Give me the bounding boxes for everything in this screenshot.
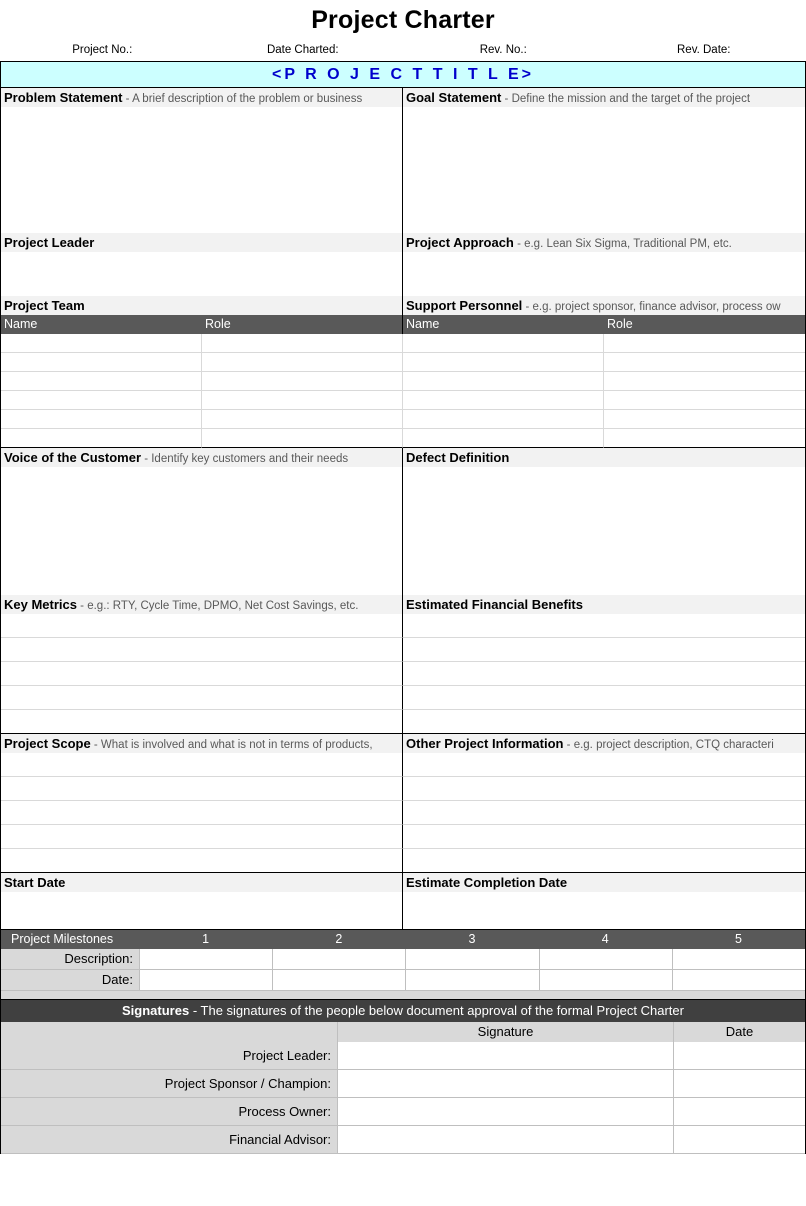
signature-role-label: Project Leader: [1, 1042, 337, 1070]
signature-role-label: Financial Advisor: [1, 1126, 337, 1154]
signatures-title: Signatures [122, 1003, 190, 1018]
table-row [1, 614, 805, 638]
milestone-description-cell-4[interactable] [539, 949, 672, 970]
financial-benefits-cell[interactable] [403, 662, 805, 686]
project-approach-header [403, 233, 805, 252]
key-metrics-cell[interactable] [1, 662, 403, 686]
signatures-date-col: Date [673, 1022, 805, 1042]
leader-header-row [1, 233, 805, 252]
voc-input-row [1, 467, 805, 595]
team-support-grid [1, 334, 805, 448]
table-row [1, 353, 805, 372]
support-role-cell[interactable] [604, 372, 805, 391]
support-name-cell[interactable] [403, 372, 604, 391]
signature-row [1, 1070, 805, 1098]
support-role-cell[interactable] [604, 429, 805, 448]
defect-definition-input[interactable] [403, 467, 805, 595]
voc-header-row [1, 448, 805, 467]
metrics-grid [1, 614, 805, 734]
estimated-financial-benefits-label: Estimated Financial Benefits [406, 597, 583, 612]
support-role-cell[interactable] [604, 334, 805, 353]
signature-input[interactable] [337, 1126, 673, 1154]
milestone-description-cell-5[interactable] [672, 949, 805, 970]
table-row [1, 849, 805, 873]
support-col-role: Role [604, 315, 805, 334]
signature-date-input[interactable] [673, 1070, 805, 1098]
problem-statement-header [1, 88, 403, 107]
signature-row [1, 1098, 805, 1126]
signatures-signature-col: Signature [337, 1022, 673, 1042]
key-metrics-hint: - e.g.: RTY, Cycle Time, DPMO, Net Cost Savings, etc. [76, 600, 359, 612]
milestones-header [1, 930, 805, 949]
other-info-cell[interactable] [403, 825, 805, 849]
support-name-cell[interactable] [403, 429, 604, 448]
signature-input[interactable] [337, 1042, 673, 1070]
team-role-cell[interactable] [202, 372, 403, 391]
date-charted-label: Date Charted: [266, 44, 339, 56]
support-personnel-header [403, 296, 805, 315]
project-scope-cell[interactable] [1, 825, 403, 849]
goal-statement-header [403, 88, 805, 107]
financial-benefits-cell[interactable] [403, 710, 805, 734]
rev-no-label: Rev. No.: [479, 44, 527, 56]
rev-date-label: Rev. Date: [677, 44, 731, 56]
table-row [1, 410, 805, 429]
start-date-header [1, 873, 403, 892]
table-row [1, 710, 805, 734]
support-role-cell[interactable] [604, 391, 805, 410]
signatures-column-header [1, 1022, 805, 1042]
milestone-date-cell-4[interactable] [539, 970, 672, 991]
table-row [1, 391, 805, 410]
support-role-cell[interactable] [604, 353, 805, 372]
signature-date-input[interactable] [673, 1126, 805, 1154]
estimate-completion-date-input[interactable] [403, 892, 805, 929]
team-role-cell[interactable] [202, 410, 403, 429]
financial-benefits-cell[interactable] [403, 638, 805, 662]
charter-sheet [0, 61, 806, 1154]
start-date-label: Start Date [4, 875, 66, 890]
defect-definition-label: Defect Definition [406, 450, 510, 465]
table-row [1, 801, 805, 825]
other-project-information-label: Other Project Information [406, 736, 564, 751]
table-row [1, 662, 805, 686]
other-info-cell[interactable] [403, 777, 805, 801]
goal-statement-label: Goal Statement [406, 90, 502, 105]
milestone-number-2: 2 [335, 932, 343, 946]
key-metrics-cell[interactable] [1, 638, 403, 662]
team-column-header-row [1, 315, 805, 334]
key-metrics-cell[interactable] [1, 710, 403, 734]
goal-statement-input[interactable] [403, 107, 805, 233]
table-row [1, 372, 805, 391]
signature-row [1, 1042, 805, 1070]
dates-input-row [1, 892, 805, 930]
support-name-cell[interactable] [403, 353, 604, 372]
other-info-cell[interactable] [403, 801, 805, 825]
page-title: Project Charter [311, 6, 495, 34]
scope-grid [1, 753, 805, 873]
voice-of-customer-input[interactable] [1, 467, 403, 595]
signature-input[interactable] [337, 1098, 673, 1126]
table-row [1, 777, 805, 801]
milestone-description-cell-2[interactable] [272, 949, 405, 970]
milestone-date-cell-1[interactable] [139, 970, 272, 991]
project-approach-label: Project Approach [406, 235, 514, 250]
meta-row [0, 39, 806, 61]
project-no-label: Project No.: [72, 44, 133, 56]
milestone-number-3: 3 [468, 932, 476, 946]
voice-of-customer-label: Voice of the Customer [4, 450, 142, 465]
project-approach-input[interactable] [403, 252, 805, 296]
team-name-cell[interactable] [1, 334, 202, 353]
support-personnel-label: Support Personnel [406, 298, 523, 313]
dates-header-row [1, 873, 805, 892]
key-metrics-label: Key Metrics [4, 597, 77, 612]
estimate-completion-date-label: Estimate Completion Date [406, 875, 568, 890]
project-scope-cell[interactable] [1, 801, 403, 825]
team-col-role: Role [202, 315, 403, 334]
project-leader-label: Project Leader [4, 235, 95, 250]
milestone-number-1: 1 [202, 932, 210, 946]
key-metrics-cell[interactable] [1, 686, 403, 710]
table-row [1, 334, 805, 353]
signature-role-label: Project Sponsor / Champion: [1, 1070, 337, 1098]
milestone-number-5: 5 [734, 932, 742, 946]
project-approach-hint: - e.g. Lean Six Sigma, Traditional PM, etc. [513, 238, 732, 250]
milestone-date-cell-3[interactable] [405, 970, 538, 991]
support-name-cell[interactable] [403, 391, 604, 410]
statement-input-row [1, 107, 805, 233]
milestone-description-row [1, 949, 805, 970]
other-project-information-header [403, 734, 805, 753]
milestone-date-row [1, 970, 805, 991]
milestone-description-cell-3[interactable] [405, 949, 538, 970]
signature-row [1, 1126, 805, 1154]
leader-input-row [1, 252, 805, 296]
estimate-completion-date-header [403, 873, 805, 892]
problem-statement-label: Problem Statement [4, 90, 123, 105]
team-name-cell[interactable] [1, 353, 202, 372]
support-name-cell[interactable] [403, 334, 604, 353]
other-info-cell[interactable] [403, 753, 805, 777]
team-name-cell[interactable] [1, 410, 202, 429]
project-scope-cell[interactable] [1, 849, 403, 873]
defect-definition-header [403, 448, 805, 467]
key-metrics-header [1, 595, 403, 614]
project-team-header [1, 296, 403, 315]
signatures-hint: - The signatures of the people below document approval of the formal Project Charter [189, 1003, 684, 1018]
key-metrics-cell[interactable] [1, 614, 403, 638]
team-name-cell[interactable] [1, 372, 202, 391]
voice-of-customer-header [1, 448, 403, 467]
table-row [1, 638, 805, 662]
start-date-input[interactable] [1, 892, 403, 929]
project-scope-cell[interactable] [1, 753, 403, 777]
project-scope-cell[interactable] [1, 777, 403, 801]
support-name-cell[interactable] [403, 410, 604, 429]
team-role-cell[interactable] [202, 353, 403, 372]
signatures-name-col [1, 1022, 337, 1042]
problem-statement-input[interactable] [1, 107, 403, 233]
goal-statement-hint: - Define the mission and the target of the project [501, 93, 751, 105]
support-role-cell[interactable] [604, 410, 805, 429]
other-project-information-hint: - e.g. project description, CTQ characteri [563, 739, 774, 751]
project-scope-header [1, 734, 403, 753]
team-header-row [1, 296, 805, 315]
financial-benefits-cell[interactable] [403, 614, 805, 638]
team-name-cell[interactable] [1, 429, 202, 448]
signature-date-input[interactable] [673, 1042, 805, 1070]
project-leader-input[interactable] [1, 252, 403, 296]
signature-input[interactable] [337, 1070, 673, 1098]
team-col-name: Name [1, 315, 202, 334]
estimated-financial-benefits-header [403, 595, 805, 614]
milestone-date-cell-2[interactable] [272, 970, 405, 991]
support-col-name: Name [403, 315, 604, 334]
project-leader-header [1, 233, 403, 252]
team-role-cell[interactable] [202, 429, 403, 448]
other-info-cell[interactable] [403, 849, 805, 873]
team-role-cell[interactable] [202, 334, 403, 353]
financial-benefits-cell[interactable] [403, 686, 805, 710]
milestone-date-label: Date: [1, 970, 139, 991]
milestone-description-label: Description: [1, 949, 139, 970]
project-scope-hint: - What is involved and what is not in terms of products, [90, 739, 373, 751]
project-scope-label: Project Scope [4, 736, 91, 751]
problem-statement-hint: - A brief description of the problem or business [122, 93, 363, 105]
statement-header-row [1, 88, 805, 107]
team-name-cell[interactable] [1, 391, 202, 410]
milestone-date-cell-5[interactable] [672, 970, 805, 991]
milestone-number-4: 4 [601, 932, 609, 946]
voice-of-customer-hint: - Identify key customers and their needs [141, 453, 349, 465]
signature-role-label: Process Owner: [1, 1098, 337, 1126]
milestone-description-cell-1[interactable] [139, 949, 272, 970]
metrics-header-row [1, 595, 805, 614]
milestones-title: Project Milestones [11, 932, 114, 946]
support-personnel-hint: - e.g. project sponsor, finance advisor, process ow [522, 301, 781, 313]
signature-date-input[interactable] [673, 1098, 805, 1126]
table-row [1, 686, 805, 710]
team-role-cell[interactable] [202, 391, 403, 410]
project-team-label: Project Team [4, 298, 85, 313]
section-spacer [1, 991, 805, 1000]
scope-header-row [1, 734, 805, 753]
table-row [1, 825, 805, 849]
project-title-banner[interactable]: <P R O J E C T T I T L E> [1, 62, 805, 88]
table-row [1, 753, 805, 777]
table-row [1, 429, 805, 448]
signatures-banner [1, 1000, 805, 1022]
